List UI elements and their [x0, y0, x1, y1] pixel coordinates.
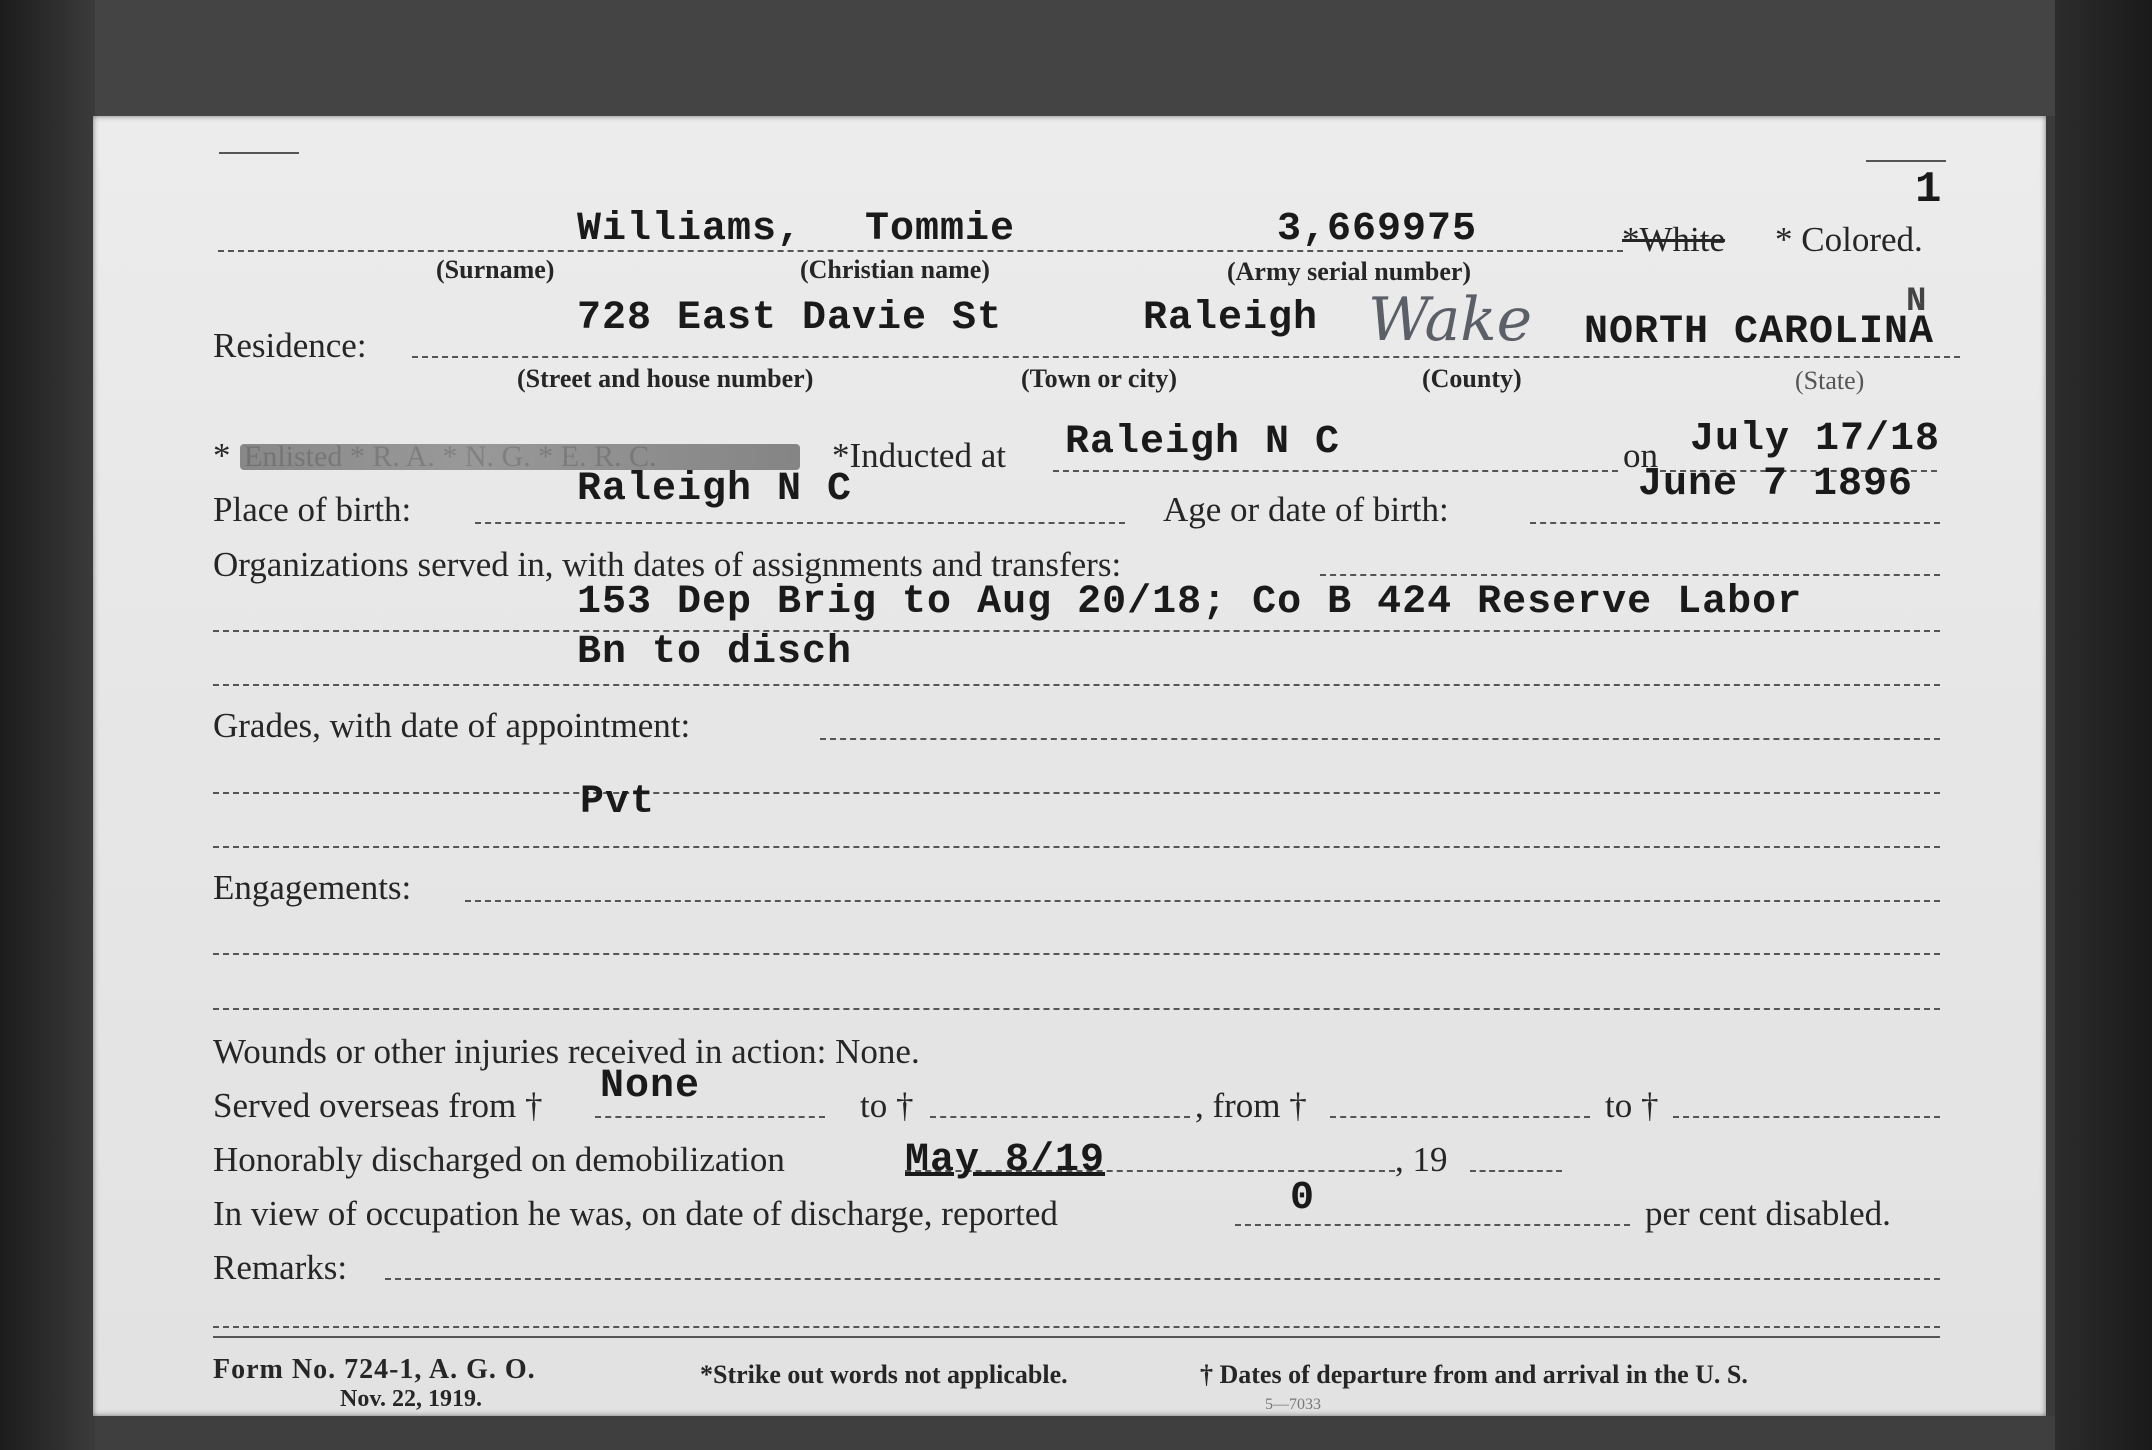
inducted-label: *Inducted at [832, 436, 1006, 475]
grade-value: Pvt [580, 780, 656, 825]
scan-border-bottom [95, 1416, 2055, 1450]
scan-border-left [0, 0, 95, 1450]
overseas-from-line [595, 1116, 825, 1118]
date-of-birth-value: June 7 1896 [1638, 462, 1914, 507]
organizations-line-0 [1320, 574, 1940, 576]
town-caption: (Town or city) [1021, 364, 1177, 393]
engagements-line-2 [213, 1008, 1940, 1010]
grades-line-2 [213, 846, 1940, 848]
state-correction-mark: N [1906, 283, 1928, 321]
place-of-birth-value: Raleigh N C [577, 467, 853, 512]
overseas-to-line [930, 1116, 1190, 1118]
card-number: 1 [1915, 165, 1943, 215]
form-number: Form No. 724-1, A. G. O. [213, 1354, 536, 1385]
organizations-label: Organizations served in, with dates of assignments and transfers: [213, 545, 1122, 584]
overseas-label: Served overseas from † [213, 1086, 543, 1125]
residence-line [412, 356, 1960, 358]
overseas-from-value: None [600, 1064, 701, 1109]
organizations-line-2 [213, 684, 1940, 686]
enlisted-star: * [213, 436, 231, 475]
scan-border-top [95, 0, 2055, 116]
serial-caption: (Army serial number) [1227, 257, 1472, 286]
remarks-line-1 [213, 1326, 1940, 1328]
engagements-line-0 [465, 900, 1940, 902]
inducted-line [1053, 470, 1618, 472]
on-label: on [1623, 436, 1658, 475]
surname-caption: (Surname) [436, 255, 555, 284]
street-value: 728 East Davie St [577, 296, 1003, 341]
inducted-date-value: July 17/18 [1690, 417, 1941, 462]
stamp-number: 5—7033 [1265, 1396, 1321, 1413]
white-option: *White [1622, 220, 1726, 259]
disability-suffix: per cent disabled. [1645, 1194, 1891, 1233]
surname-value: Williams, [577, 207, 803, 252]
overseas-from2-line [1330, 1116, 1590, 1118]
disability-line [1235, 1224, 1630, 1226]
organizations-line-1 [213, 630, 1940, 632]
disability-label: In view of occupation he was, on date of discharge, reported [213, 1194, 1058, 1233]
colored-option: * Colored. [1775, 220, 1923, 259]
town-value: Raleigh [1143, 296, 1319, 341]
overseas-from2-label: , from † [1195, 1086, 1307, 1125]
top-left-rule [219, 152, 299, 154]
engagements-line-1 [213, 953, 1940, 955]
age-label: Age or date of birth: [1163, 490, 1449, 529]
scan-border-right [2055, 0, 2152, 1450]
dates-note: † Dates of departure from and arrival in the U. S. [1200, 1360, 1748, 1389]
age-line [1530, 522, 1940, 524]
christian-name-value: Tommie [865, 207, 1016, 252]
footer-rule [213, 1336, 1940, 1338]
remarks-line-0 [385, 1278, 1940, 1280]
grades-label: Grades, with date of appointment: [213, 706, 691, 745]
grades-line-1 [213, 792, 1940, 794]
inducted-place-value: Raleigh N C [1065, 420, 1341, 465]
top-right-rule [1866, 160, 1946, 162]
form-date: Nov. 22, 1919. [340, 1386, 483, 1412]
discharge-label: Honorably discharged on demobilization [213, 1140, 785, 1179]
place-of-birth-line [475, 522, 1125, 524]
wounds-label: Wounds or other injuries received in action: None. [213, 1032, 920, 1071]
discharge-year-line [1470, 1170, 1562, 1172]
organizations-line2-value: Bn to disch [577, 630, 853, 675]
grades-line-0 [820, 738, 1940, 740]
disability-value: 0 [1290, 1176, 1316, 1221]
street-caption: (Street and house number) [517, 364, 814, 393]
residence-label: Residence: [213, 326, 367, 365]
discharge-year-suffix: , 19 [1395, 1140, 1448, 1179]
overseas-to-label: to † [860, 1086, 914, 1125]
engagements-label: Engagements: [213, 868, 412, 907]
christian-name-caption: (Christian name) [800, 255, 990, 284]
serial-number-value: 3,669975 [1277, 207, 1478, 252]
state-caption: (State) [1795, 366, 1865, 395]
place-of-birth-label: Place of birth: [213, 490, 412, 529]
county-handwritten: Wake [1368, 285, 1533, 355]
overseas-to2-line [1673, 1116, 1940, 1118]
overseas-to2-label: to † [1605, 1086, 1659, 1125]
remarks-label: Remarks: [213, 1248, 348, 1287]
strike-out-note: *Strike out words not applicable. [700, 1360, 1068, 1389]
discharge-date-value: May 8/19 [905, 1138, 1106, 1183]
county-caption: (County) [1422, 364, 1522, 393]
organizations-line1-value: 153 Dep Brig to Aug 20/18; Co B 424 Reserve Labor [577, 580, 1803, 625]
state-value: NORTH CAROLINA [1584, 310, 1935, 355]
